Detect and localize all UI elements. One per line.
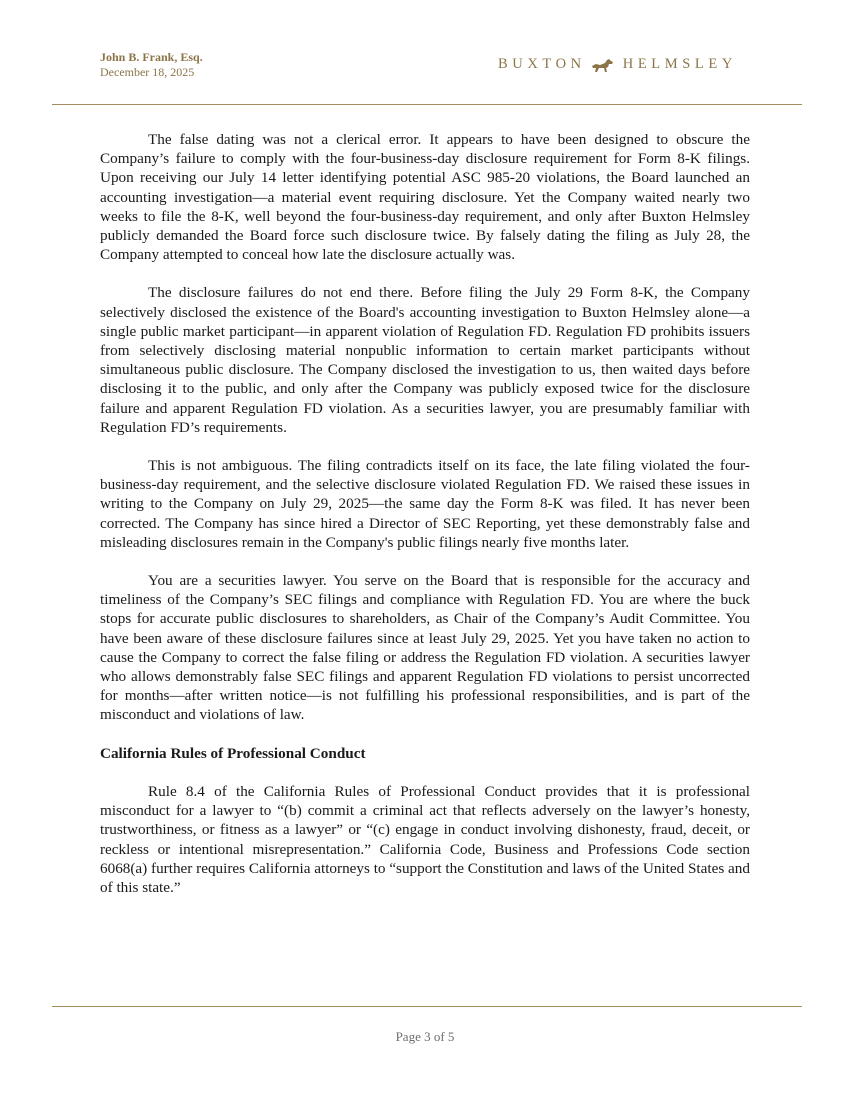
horse-icon: [590, 57, 614, 73]
body-paragraph: This is not ambiguous. The filing contradicts itself on its face, the late filing violated the four-business-day requirement, and the selective disclosure violated Regulation FD. We raised these issues in writing to the Company on July 29, 2025—the same day the Form 8-K was filed. It has never been corrected. The Company has since hired a Director of SEC Reporting, yet these demonstrably false and misleading disclosures remain in the Company's public filings nearly five months later.: [100, 457, 750, 551]
page-number: Page 3 of 5: [395, 1029, 455, 1044]
logo-text-left: BUXTON: [498, 56, 586, 72]
body-paragraph: Rule 8.4 of the California Rules of Professional Conduct provides that it is professional misconduct for a lawyer to “(b) commit a criminal act that reflects adversely on the lawyer’s honesty, trustworthiness, or fitness as a lawyer” or “(c) engage in conduct involving dishonesty, fraud, deceit, or reckless or intentional misrepresentation.” California Code, Business and Professions Code section 6068(a) further requires California attorneys to “support the Constitution and laws of the United States and of this state.”: [100, 782, 750, 896]
header-divider: [52, 104, 802, 105]
section-heading: California Rules of Professional Conduct: [100, 744, 366, 762]
logo-text-right: HELMSLEY: [622, 56, 737, 72]
letter-header: [100, 50, 203, 80]
letter-body: [100, 130, 750, 916]
footer-divider: [52, 1006, 802, 1007]
firm-logo: [498, 56, 737, 73]
body-paragraph: The false dating was not a clerical error. It appears to have been designed to obscure the Company’s failure to comply with the four-business-day disclosure requirement for Form 8-K filings. Upon receiving our July 14 letter identifying potential ASC 985-20 violations, the Board launched an accounting investigation—a material event requiring disclosure. Yet the Company waited nearly two weeks to file the 8-K, well beyond the four-business-day requirement, and only after Buxton Helmsley publicly demanded the Board force such disclosure twice. By falsely dating the filing as July 28, the Company attempted to conceal how late the disclosure actually was.: [100, 131, 750, 264]
letter-date: December 18, 2025: [100, 65, 195, 79]
body-paragraph: The disclosure failures do not end there. Before filing the July 29 Form 8-K, the Company selectively disclosed the existence of the Board's accounting investigation to Buxton Helmsley alone—a single public market participant—in apparent violation of Regulation FD. Regulation FD prohibits issuers from selectively disclosing material nonpublic information to certain market participants without simultaneous public disclosure. The Company disclosed the investigation to us, then waited days before disclosing it to the public, and only after the Company was publicly exposed twice for the disclosure failure and apparent Regulation FD violation. As a securities lawyer, you are presumably familiar with Regulation FD’s requirements.: [100, 284, 750, 436]
body-paragraph: You are a securities lawyer. You serve on the Board that is responsible for the accuracy and timeliness of the Company’s SEC filings and compliance with Regulation FD. You are where the buck stops for accurate public disclosures to shareholders, as Chair of the Company’s Audit Committee. You have been aware of these disclosure failures since at least July 29, 2025. Yet you have taken no action to cause the Company to correct the false filing or address the Regulation FD violation. A securities lawyer who allows demonstrably false SEC filings and apparent Regulation FD violations to persist uncorrected for months—after written notice—is not fulfilling his professional responsibilities, and is part of the misconduct and violations of law.: [100, 572, 750, 724]
author-name: John B. Frank, Esq.: [100, 50, 203, 64]
